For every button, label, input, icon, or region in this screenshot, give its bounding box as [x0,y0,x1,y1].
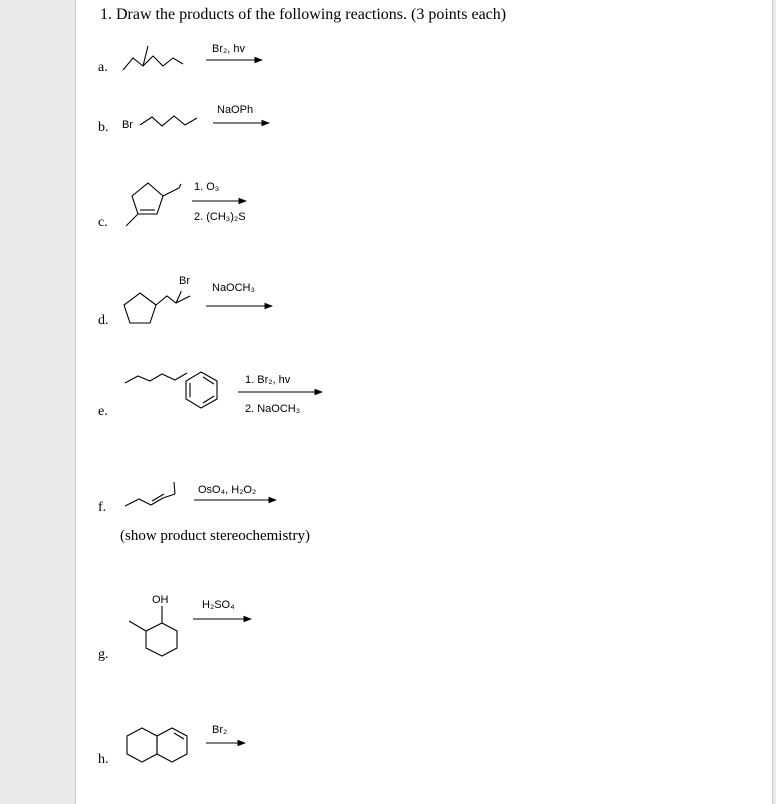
label-d: d. [98,313,109,328]
reagent-a: Br₂, hv [212,43,245,55]
reagent-g: H₂SO₄ [202,599,235,611]
reagent-h: Br₂ [212,724,228,736]
label-h: h. [98,752,109,767]
label-g: g. [98,647,109,662]
molecule-a [123,46,183,70]
reagent-b: NaOPh [217,104,254,116]
label-e: e. [98,404,108,419]
molecule-d [124,291,190,323]
molecule-f [125,482,175,506]
label-f: f. [98,500,107,515]
substituent-b: Br [122,119,133,131]
label-c: c. [98,215,108,230]
substituent-d: Br [179,275,190,287]
molecule-h [127,728,187,762]
reagent-d: NaOCH₃ [212,282,255,294]
reagent-f: OsO₄, H₂O₂ [198,484,257,496]
molecule-b [140,116,197,126]
reagent-e-step1: 1. Br₂, hv [245,374,291,386]
molecule-g [129,606,177,656]
molecule-c [126,183,181,226]
label-a: a. [98,60,108,75]
stereochemistry-note: (show product stereochemistry) [120,528,310,544]
reagent-e-step2: 2. NaOCH₃ [245,403,301,415]
label-b: b. [98,120,109,135]
reagent-c-step1: 1. O₃ [194,181,220,193]
page-title: 1. Draw the products of the following reactions. (3 points each) [100,6,507,23]
molecule-e [125,372,217,408]
substituent-g: OH [152,594,169,606]
reagent-c-step2: 2. (CH₃)₂S [194,211,246,223]
